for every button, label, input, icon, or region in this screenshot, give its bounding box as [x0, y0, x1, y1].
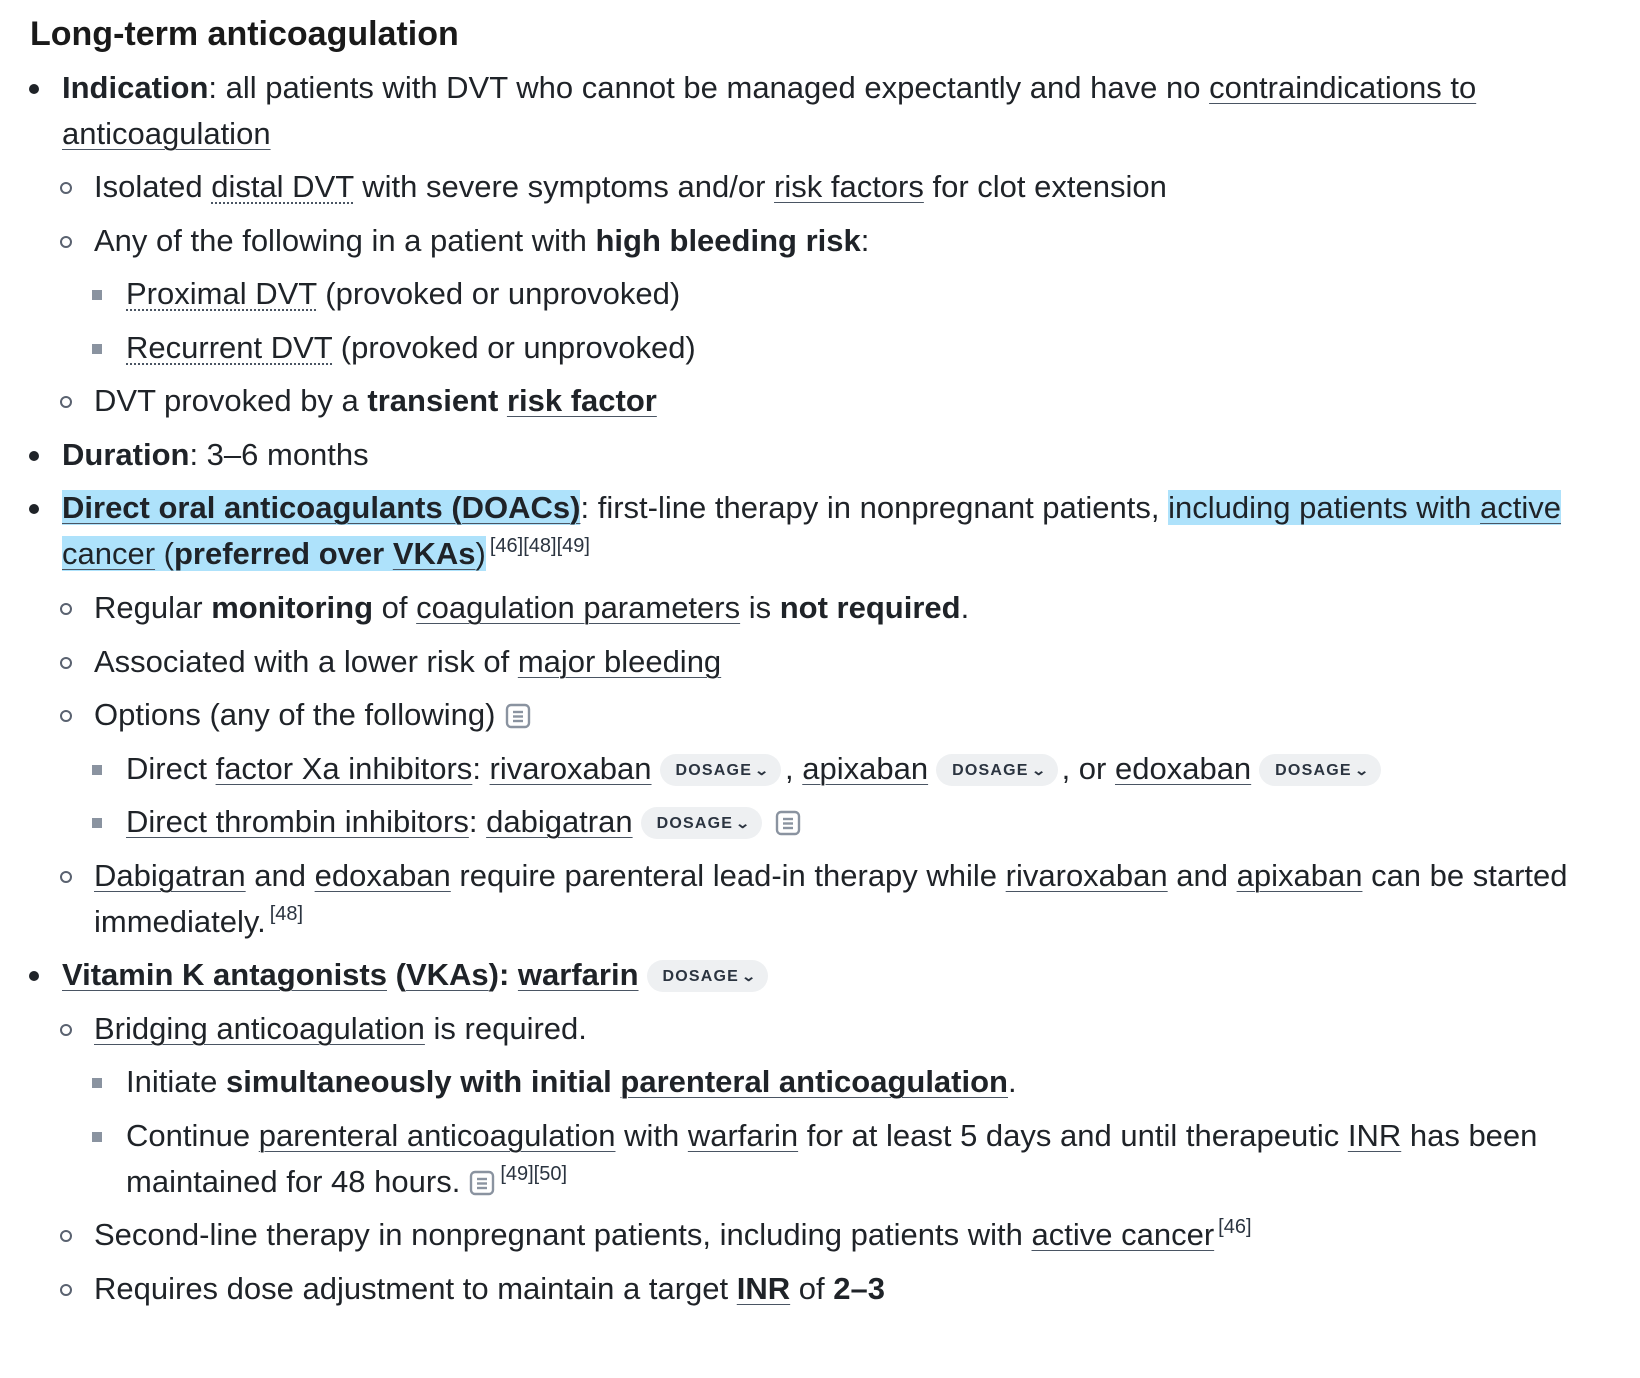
link-edoxaban[interactable]: edoxaban	[314, 858, 451, 893]
link-rivaroxaban[interactable]: rivaroxaban	[489, 751, 652, 786]
reference-link[interactable]: [46]	[1218, 1216, 1252, 1238]
link-edoxaban[interactable]: edoxaban	[1114, 751, 1252, 786]
link-anticoagulation[interactable]: anticoagulation	[62, 116, 271, 151]
link-contraindications[interactable]: contraindications to	[1209, 70, 1477, 105]
link-vkas[interactable]: VKAs	[392, 536, 476, 571]
reference-link[interactable]: [48]	[269, 903, 304, 925]
dosage-label: DOSAGE	[1275, 762, 1352, 779]
list-item-second-line	[94, 1211, 1252, 1263]
list-item-proximal-dvt	[126, 270, 680, 318]
dosage-button[interactable]	[641, 807, 762, 839]
text: and	[245, 858, 315, 893]
list-item-continue-cont	[126, 1158, 567, 1210]
text: can be started	[1362, 858, 1568, 893]
text: with	[615, 1118, 688, 1153]
text: Initiate	[126, 1064, 226, 1099]
text: and	[1167, 858, 1237, 893]
dosage-button[interactable]	[647, 960, 768, 992]
note-icon[interactable]	[504, 702, 532, 730]
square-bullet-icon	[92, 1078, 102, 1088]
circle-bullet-icon	[60, 1284, 72, 1296]
link-inr[interactable]: INR	[736, 1271, 791, 1306]
duration-text: : 3–6 months	[189, 437, 369, 472]
link-coagulation-parameters[interactable]: coagulation parameters	[416, 590, 741, 625]
link-factor-xa-inhibitors[interactable]: factor Xa inhibitors	[215, 751, 473, 786]
bold-text: monitoring	[211, 590, 374, 625]
list-item-indication-cont	[62, 110, 271, 158]
text: Any of the following in a patient with	[94, 223, 596, 258]
link-major-bleeding[interactable]: major bleeding	[517, 644, 722, 679]
chevron-down-icon: ⌄	[1030, 762, 1048, 778]
text: , or	[1061, 751, 1115, 786]
circle-bullet-icon	[60, 603, 72, 615]
text: with severe symptoms and/or	[353, 169, 775, 204]
list-item-initiate	[126, 1058, 1017, 1106]
text: .	[960, 590, 970, 625]
link-direct-thrombin-inhibitors[interactable]: Direct thrombin inhibitors	[126, 804, 469, 839]
text: Continue	[126, 1118, 259, 1153]
link-dabigatran[interactable]: Dabigatran	[94, 858, 246, 893]
text: Associated with a lower risk of	[94, 644, 518, 679]
square-bullet-icon	[92, 818, 102, 828]
bold-text: (	[387, 957, 406, 992]
text: Requires dose adjustment to maintain a target	[94, 1271, 737, 1306]
text: :	[472, 751, 490, 786]
circle-bullet-icon	[60, 182, 72, 194]
bold-text: 2–3	[833, 1271, 885, 1306]
text: immediately.	[94, 904, 266, 939]
text: Second-line therapy in nonpregnant patients, including patients with	[94, 1217, 1032, 1252]
circle-bullet-icon	[60, 710, 72, 722]
list-item-thrombin	[126, 798, 802, 846]
list-item-duration	[62, 431, 369, 479]
bold-text: high bleeding risk	[595, 223, 861, 258]
text: : first-line therapy in nonpregnant patients,	[580, 490, 1169, 525]
text: (provoked or unprovoked)	[332, 330, 696, 365]
section-heading: Long-term anticoagulation	[30, 15, 459, 53]
circle-bullet-icon	[60, 871, 72, 883]
link-cancer[interactable]: cancer	[62, 536, 156, 571]
chevron-down-icon: ⌄	[735, 815, 753, 831]
chevron-down-icon: ⌄	[741, 968, 758, 984]
link-distal-dvt[interactable]: distal DVT	[211, 169, 354, 204]
dosage-button[interactable]	[1259, 754, 1380, 786]
text: require parenteral lead-in therapy while	[450, 858, 1006, 893]
link-proximal-dvt[interactable]: Proximal DVT	[126, 276, 317, 311]
chevron-down-icon: ⌄	[1353, 762, 1371, 778]
reference-links[interactable]: [49][50]	[500, 1163, 568, 1185]
link-doacs[interactable]: Direct oral anticoagulants (DOACs)	[62, 490, 581, 525]
bold-text: preferred over	[173, 536, 393, 571]
text: for clot extension	[923, 169, 1167, 204]
disc-bullet-icon	[29, 971, 39, 981]
square-bullet-icon	[92, 290, 102, 300]
reference-links[interactable]: [46][48][49]	[489, 535, 590, 557]
text: Direct	[126, 751, 216, 786]
note-icon[interactable]	[468, 1169, 496, 1197]
list-item-lead-in-cont	[94, 898, 303, 950]
link-apixaban[interactable]: apixaban	[1236, 858, 1363, 893]
disc-bullet-icon	[29, 451, 39, 461]
link-bridging-anticoagulation[interactable]: Bridging anticoagulation	[94, 1011, 425, 1046]
text: Options (any of the following)	[94, 697, 496, 732]
list-item-target-inr	[94, 1265, 885, 1313]
link-active-cancer[interactable]: active cancer	[1031, 1217, 1215, 1252]
list-item-recurrent-dvt	[126, 324, 696, 372]
link-vitamin-k-antagonists[interactable]: Vitamin K antagonists	[62, 957, 387, 992]
text: )	[475, 536, 486, 571]
list-item-bridging	[94, 1005, 587, 1053]
square-bullet-icon	[92, 344, 102, 354]
text: :	[860, 223, 870, 258]
list-item-high-bleeding	[94, 217, 869, 265]
list-item-vkas	[62, 951, 772, 999]
text: of	[790, 1271, 834, 1306]
link-parenteral-anticoagulation[interactable]: parenteral anticoagulation	[620, 1064, 1008, 1099]
text: including patients with	[1168, 490, 1481, 525]
note-icon[interactable]	[774, 809, 802, 837]
link-risk-factors[interactable]: risk factors	[774, 169, 924, 204]
dosage-label: DOSAGE	[662, 968, 740, 985]
list-item-transient	[94, 377, 657, 425]
bold-text: transient	[367, 383, 507, 418]
text: for at least 5 days and until therapeutic	[798, 1118, 1348, 1153]
dosage-label: DOSAGE	[656, 815, 734, 832]
link-risk-factor[interactable]: risk factor	[506, 383, 657, 418]
disc-bullet-icon	[29, 84, 39, 94]
dosage-label: DOSAGE	[675, 762, 753, 779]
bold-text: not required	[779, 590, 961, 625]
link-vkas[interactable]: VKAs	[405, 957, 489, 992]
text: is required.	[424, 1011, 587, 1046]
list-item-lead-in	[94, 852, 1568, 900]
circle-bullet-icon	[60, 236, 72, 248]
highlighted-text	[1168, 490, 1561, 525]
list-item-doacs-cont	[62, 530, 590, 582]
bold-text: simultaneously with initial	[225, 1064, 621, 1099]
link-warfarin[interactable]: warfarin	[687, 1118, 799, 1153]
list-item-major-bleeding	[94, 638, 721, 686]
circle-bullet-icon	[60, 396, 72, 408]
link-active[interactable]: active	[1480, 490, 1562, 525]
disc-bullet-icon	[29, 504, 39, 514]
circle-bullet-icon	[60, 657, 72, 669]
square-bullet-icon	[92, 1132, 102, 1142]
text: maintained for 48 hours.	[126, 1164, 461, 1199]
link-apixaban[interactable]: apixaban	[802, 751, 929, 786]
text: ,	[785, 751, 803, 786]
link-recurrent-dvt[interactable]: Recurrent DVT	[126, 330, 333, 365]
list-item-factor-xa	[126, 745, 1385, 793]
list-item-doacs	[62, 484, 1561, 532]
square-bullet-icon	[92, 765, 102, 775]
dosage-button[interactable]	[936, 754, 1057, 786]
text: (	[155, 536, 174, 571]
dosage-label: DOSAGE	[952, 762, 1029, 779]
chevron-down-icon: ⌄	[754, 762, 771, 778]
text: DVT provoked by a	[94, 383, 368, 418]
text: has been	[1401, 1118, 1538, 1153]
list-item-options	[94, 691, 532, 739]
highlighted-text	[62, 536, 486, 571]
text: is	[740, 590, 780, 625]
dosage-button[interactable]	[660, 754, 781, 786]
list-item-isolated-distal	[94, 163, 1167, 211]
indication-label: Indication	[62, 70, 209, 105]
list-item-monitoring	[94, 584, 969, 632]
duration-label: Duration	[62, 437, 190, 472]
text: Regular	[94, 590, 212, 625]
indication-text: : all patients with DVT who cannot be managed expectantly and have no	[208, 70, 1210, 105]
text: .	[1007, 1064, 1017, 1099]
text: of	[373, 590, 417, 625]
text: (provoked or unprovoked)	[316, 276, 681, 311]
bold-text: ):	[488, 957, 518, 992]
link-warfarin[interactable]: warfarin	[517, 957, 639, 992]
link-inr[interactable]: INR	[1347, 1118, 1402, 1153]
text: :	[468, 804, 487, 839]
list-item-continue	[126, 1112, 1537, 1160]
link-rivaroxaban[interactable]: rivaroxaban	[1005, 858, 1168, 893]
link-dabigatran[interactable]: dabigatran	[486, 804, 633, 839]
link-parenteral-anticoagulation[interactable]: parenteral anticoagulation	[258, 1118, 616, 1153]
list-item-indication	[62, 64, 1476, 112]
circle-bullet-icon	[60, 1024, 72, 1036]
text: Isolated	[94, 169, 212, 204]
circle-bullet-icon	[60, 1230, 72, 1242]
